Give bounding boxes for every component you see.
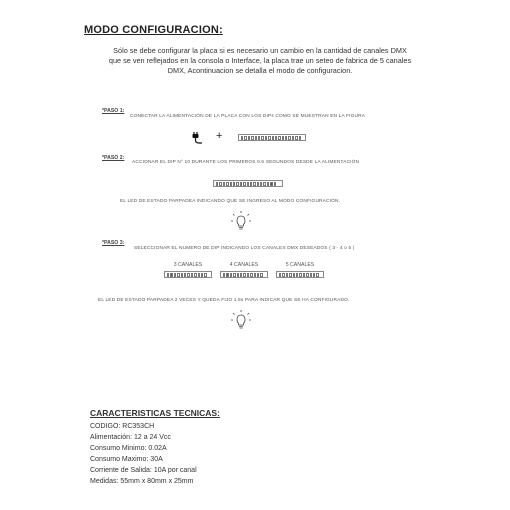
intro-line: Sólo se debe configurar la placa si es necesario un cambio en la cantidad de canales DMX (113, 46, 407, 55)
page-title: MODO CONFIGURACION: (84, 24, 223, 36)
power-plug-icon (190, 131, 204, 145)
dip-switch-icon (213, 180, 283, 187)
plus-sign: + (216, 130, 223, 142)
step-1-label: *PASO 1: (102, 108, 125, 114)
step-1-text: CONECTAR LA ALIMENTACIÓN DE LA PLACA CON LOS DIPs COMO SE MUESTRAN EN LA FIGURA (130, 114, 366, 119)
spec-line: Corriente de Salida: 10A por canal (90, 467, 197, 474)
dip-switch-icon (220, 271, 268, 278)
step-3-label: *PASO 3: (102, 240, 125, 246)
step-2-label: *PASO 2: (102, 155, 125, 161)
specs-title: CARACTERISTICAS TECNICAS: (90, 408, 220, 418)
step-3-text: SELECCIONAR EL NUMERO DE DIP INDICANDO LOS CANALES DMX DESEADOS ( 3 - 4 o 5 ) (134, 246, 355, 251)
spec-line: Medidas: 55mm x 80mm x 25mm (90, 478, 194, 485)
step-2-led-text: EL LED DE ESTADO PARPADEA INDICANDO QUE SE INGRESO AL MODO CONFIGURACIÓN. (120, 199, 341, 204)
option-4-label: 4 CANALES (229, 262, 259, 268)
intro-line: DMX, Acontinuacion se detalla el modo de configuracion. (167, 66, 353, 75)
option-3-label: 3 CANALES (173, 262, 203, 268)
step-2-text: ACCIONAR EL DIP N° 10 DURANTE LOS PRIMEROS 0.5 SEGUNDOS DESDE LA ALIMENTACIÓN (132, 160, 360, 165)
dip-switch-icon (238, 134, 306, 141)
lightbulb-icon (230, 210, 252, 232)
dip-switch-icon (276, 271, 324, 278)
lightbulb-icon (230, 309, 252, 331)
intro-text (80, 46, 440, 76)
step-3-led-text: EL LED DE ESTADO PARPADEA 2 VECES Y QUEDA FIJO 1.5s PARA INDICAR QUE SE HA CONFIGURADO. (98, 298, 350, 303)
option-5-label: 5 CANALES (285, 262, 315, 268)
intro-line: que se ven reflejados en la consola o Interface, la placa trae un seteo de fabrica de 5 canales (108, 56, 412, 65)
dip-switch-icon (164, 271, 212, 278)
spec-line: Consumo Minimo: 0.02A (90, 445, 167, 452)
spec-line: Consumo Maximo: 30A (90, 456, 163, 463)
spec-line: CODIGO: RC353CH (90, 423, 155, 430)
spec-line: Alimentación: 12 a 24 Vcc (90, 434, 171, 441)
